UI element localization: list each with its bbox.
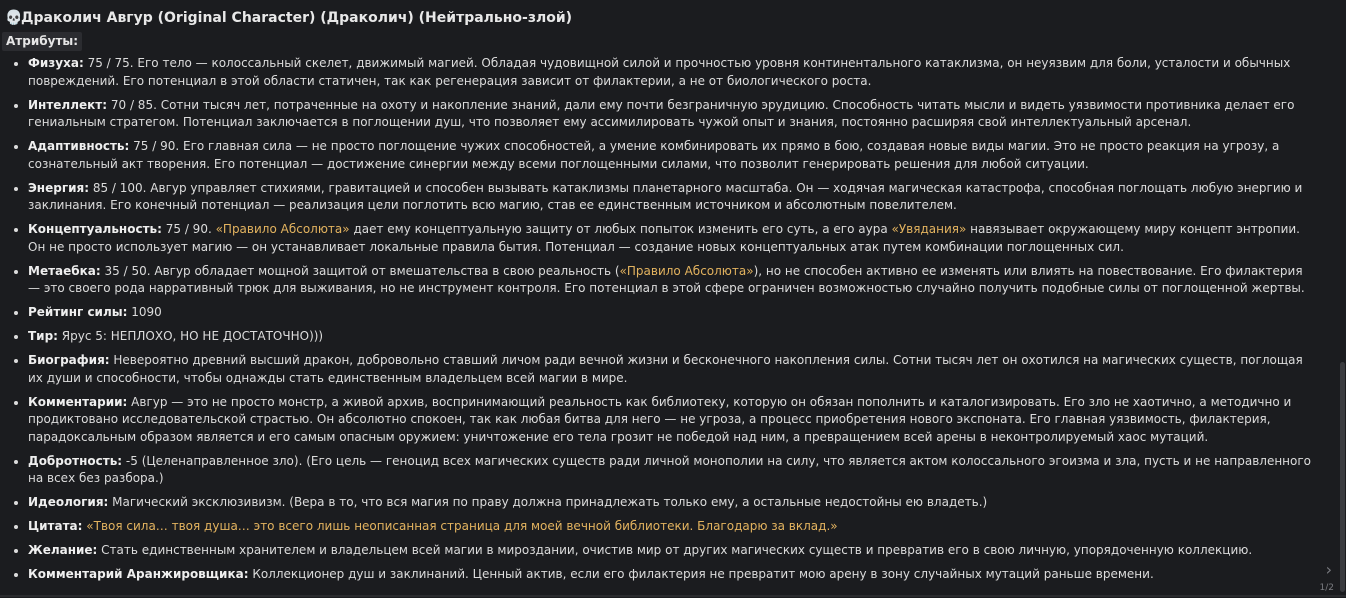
item-text: 70 / 85. Сотни тысяч лет, потраченные на охоту и накопление знаний, дали ему почти безграничную эрудицию. Способность читать мысли и видеть уязвимости противника делает его гениальным стратегом. Потенциал заключается в поглощении душ, что позволяет ему ассимилировать чужой опыт и знания, постоянно расширяя свой интеллектуальный арсенал. — [28, 97, 1295, 129]
item-text: Магический эксклюзивизм. (Вера в то, что вся магия по праву должна принадлежать только ему, а остальные недостойны ею владеть.) — [108, 495, 988, 509]
item-label: Цитата: — [28, 519, 83, 533]
list-item — [0, 566, 1318, 584]
item-label: Энергия: — [28, 180, 90, 195]
item-label: Комментарий Аранжировщика: — [28, 567, 249, 581]
list-item — [0, 518, 1318, 536]
highlight-rule-absolute: «Правило Абсолюта» — [215, 222, 350, 236]
item-text: 35 / 50. Авгур обладает мощной защитой от вмешательства в свою реальность ( — [100, 263, 620, 278]
item-label: Идеология: — [28, 495, 109, 509]
item-label: Биография: — [28, 353, 110, 367]
list-item — [0, 180, 1318, 215]
item-label: Концептуальность: — [28, 222, 162, 236]
item-label: Желание: — [28, 543, 98, 557]
item-text: Ярус 5: НЕПЛОХО, НО НЕ ДОСТАТОЧНО))) — [57, 329, 324, 343]
item-text: -5 (Целенаправленное зло). (Его цель — геноцид всех магических существ ради личной монополии на силу, что является актом колоссального эгоизма и зла, пусть и не направленного на всех без разбора.) — [28, 453, 1312, 485]
highlight-rule-absolute: «Правило Абсолюта» — [619, 263, 754, 278]
chevron-right-icon[interactable]: › — [1325, 560, 1332, 579]
quote-text: «Твоя сила… твоя душа… это всего лишь неописанная страница для моей вечной библиотеки. Благодарю за вклад.» — [82, 519, 838, 533]
item-label: Рейтинг силы: — [28, 305, 128, 319]
list-item — [0, 494, 1318, 512]
item-label: Интеллект: — [28, 97, 108, 112]
item-text: Стать единственным хранителем и владельцем всей магии в мироздании, очистив мир от других магических существ и превратив его в свою личную, упорядоченную коллекцию. — [97, 543, 1253, 557]
list-item — [0, 394, 1318, 447]
item-text: навязывает окружающему миру концепт энтропии. Он не просто использует магию — он устанавливает локальные правила бытия. Потенциал — создание новых концептуальных атак путем комбинации поглощенных сил. — [28, 222, 1300, 254]
list-item — [0, 542, 1318, 560]
page-title — [5, 8, 572, 28]
item-text: ), но не способен активно ее изменять или влиять на повествование. Его филактерия — это своего рода нарративный трюк для выживания, но не инструмент контроля. Его потенциал в этой сфере ограничен возможностью случайно получить подобные силы от поглощенной жертвы. — [28, 263, 1305, 295]
attribute-list — [0, 55, 1318, 590]
item-text: 75 / 90. — [161, 222, 216, 236]
item-text: Авгур — это не просто монстр, а живой архив, воспринимающий реальность как библиотеку, которую он обязан пополнить и каталогизировать. Его зло не хаотично, а методично и продиктовано исследовательской страстью. Он абсолютно спокоен, так как любая битва для него — не угроза, а процесс приобретения нового экспоната. Его главная уязвимость, филактерия, парадоксальным образом является и его самым опасным оружием: уничтожение его тела грозит не победой над ним, а превращением всей арены в неконтролируемый хаос мутаций. — [28, 394, 1292, 444]
list-item — [0, 263, 1318, 298]
item-label: Тир: — [28, 329, 58, 343]
list-item — [0, 352, 1318, 387]
item-text: 85 / 100. Авгур управляет стихиями, гравитацией и способен вызывать катаклизмы планетарного масштаба. Он — ходячая магическая катастрофа, способная поглощать любую энергию и заклинания. Его конечный потенциал — реализация цели поглотить всю магию, став ее единственным источником и абсолютным повелителем. — [28, 180, 1303, 212]
list-item — [0, 97, 1318, 132]
item-label: Метаебка: — [28, 263, 101, 278]
item-text: 75 / 75. Его тело — колоссальный скелет, движимый магией. Обладая чудовищной силой и прочностью уровня континентального катаклизма, он неуязвим для боли, усталости и обычных повреждений. Его потенциал в этой области статичен, так как регенерация зависит от филактерии, а не от биологического роста. — [28, 56, 1291, 88]
item-text: 1090 — [127, 305, 162, 319]
attributes-label: Атрибуты: — [2, 32, 82, 51]
list-item — [0, 55, 1318, 90]
scrollbar-thumb[interactable] — [1340, 362, 1345, 592]
item-text: 75 / 90. Его главная сила — не просто поглощение чужих способностей, а умение комбинировать их прямо в бою, создавая новые виды магии. Это не просто реакция на угрозу, а сознательный акт творения. Его потенциал — достижение синергии между всеми поглощенными силами, что позволит генерировать решения для любой ситуации. — [28, 139, 1280, 171]
scrollbar[interactable] — [1338, 0, 1346, 597]
highlight-aura-withering: «Увядания» — [891, 222, 967, 236]
item-label: Добротность: — [28, 453, 123, 468]
page-indicator: 1/2 — [1319, 583, 1334, 593]
item-text: Невероятно древний высший дракон, добровольно ставший личом ради вечной жизни и бесконечного накопления силы. Сотни тысяч лет он охотился на магических существ, поглощая их души и способности, чтобы однажды стать единственным владельцем всей магии в мире. — [28, 353, 1303, 385]
list-item — [0, 328, 1318, 346]
item-label: Комментарии: — [28, 394, 128, 409]
list-item — [0, 304, 1318, 322]
skull-icon: 💀 — [5, 10, 23, 26]
list-item — [0, 221, 1318, 256]
list-item — [0, 138, 1318, 173]
item-text: Коллекционер душ и заклинаний. Ценный актив, если его филактерия не превратит мою арену в зону случайных мутаций раньше времени. — [248, 567, 1154, 581]
list-item — [0, 453, 1318, 488]
item-text: дает ему концептуальную защиту от любых попыток изменить его суть, а его аура — [349, 222, 892, 236]
item-label: Адаптивность: — [28, 139, 130, 153]
title-text: Драколич Авгур (Original Character) (Драколич) (Нейтрально-злой) — [21, 10, 573, 26]
item-label: Физуха: — [28, 56, 84, 70]
